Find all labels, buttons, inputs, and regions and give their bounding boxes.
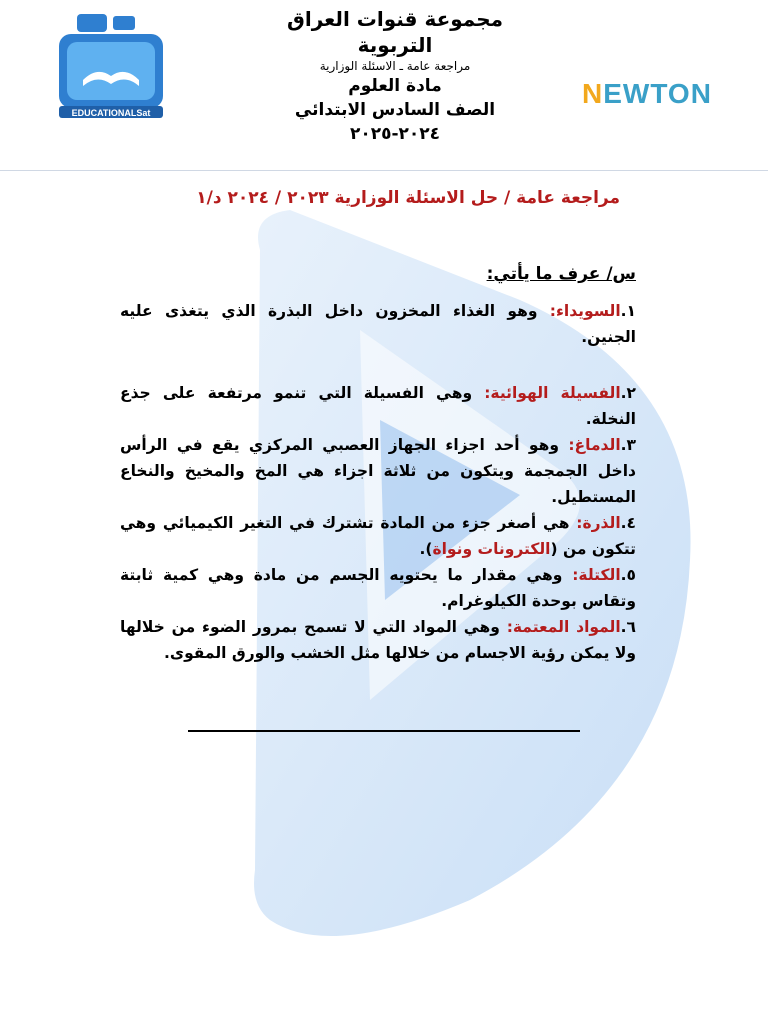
bottom-divider — [188, 730, 580, 732]
list-item — [120, 510, 636, 562]
header-title: مجموعة قنوات العراق التربوية — [286, 7, 504, 57]
item-number: ٦. — [620, 618, 636, 636]
item-definition: وهي مقدار ما يحتويه الجسم من مادة وهي كمية ثابتة وتقاس بوحدة الكيلوغرام. — [120, 566, 636, 610]
header-grade: الصف السادس الابتدائي — [294, 100, 496, 120]
list-item — [120, 380, 636, 432]
item-definition: وهي الفسيلة التي تنمو مرتفعة على جذع النخلة. — [120, 384, 636, 428]
item-number: ٢. — [620, 384, 636, 402]
educational-sat-logo — [55, 10, 170, 120]
item-definition-end: ). — [419, 540, 433, 558]
item-number: ١. — [620, 302, 636, 320]
header-divider — [0, 170, 768, 171]
item-term: الذرة: — [576, 514, 621, 532]
item-term: المواد المعتمة: — [506, 618, 621, 636]
educational-sat-logo-text: EDUCATIONALSat — [71, 108, 151, 118]
item-definition: وهو الغذاء المخزون داخل البذرة الذي يتغذى عليه الجنين. — [120, 302, 636, 346]
list-item — [120, 432, 636, 510]
review-title: مراجعة عامة / حل الاسئلة الوزارية ٢٠٢٣ / ٢٠٢٤ د/١ — [196, 188, 620, 208]
item-number: ٣. — [620, 436, 636, 454]
item-number: ٥. — [620, 566, 636, 584]
question-heading — [300, 262, 636, 286]
item-term: الدماغ: — [568, 436, 621, 454]
answers-list — [120, 298, 636, 666]
item-term: السويداء: — [549, 302, 621, 320]
item-term: الكتلة: — [572, 566, 621, 584]
header-year: ٢٠٢٤-٢٠٢٥ — [349, 124, 441, 144]
header-subtitle: مراجعة عامة ـ الاسئلة الوزارية — [319, 59, 471, 73]
list-item — [120, 562, 636, 614]
newton-logo-text: NEWTON — [582, 78, 712, 109]
header-subject: مادة العلوم — [348, 76, 442, 96]
list-item — [120, 298, 636, 350]
newton-logo — [582, 78, 712, 110]
list-item — [120, 614, 636, 666]
item-term: الفسيلة الهوائية: — [484, 384, 621, 402]
item-definition: وهي المواد التي لا تسمح بمرور الضوء من خلالها ولا يمكن رؤية الاجسام من خلالها مثل الخشب والورق المقوى. — [120, 618, 636, 662]
item-number: ٤. — [620, 514, 636, 532]
item-highlight: الكترونات ونواة — [432, 540, 551, 558]
question-text: س/ عرف ما يأتي: — [486, 264, 636, 284]
document-header — [250, 6, 540, 146]
item-definition: وهو أحد اجزاء الجهاز العصبي المركزي يقع في الرأس داخل الجمجمة ويتكون من ثلاثة اجزاء هي المخ والمخيخ والنخاع المستطيل. — [120, 436, 636, 506]
item-definition: هي أصغر جزء من المادة تشترك في التغير الكيميائي وهي تتكون من ( — [120, 514, 636, 558]
